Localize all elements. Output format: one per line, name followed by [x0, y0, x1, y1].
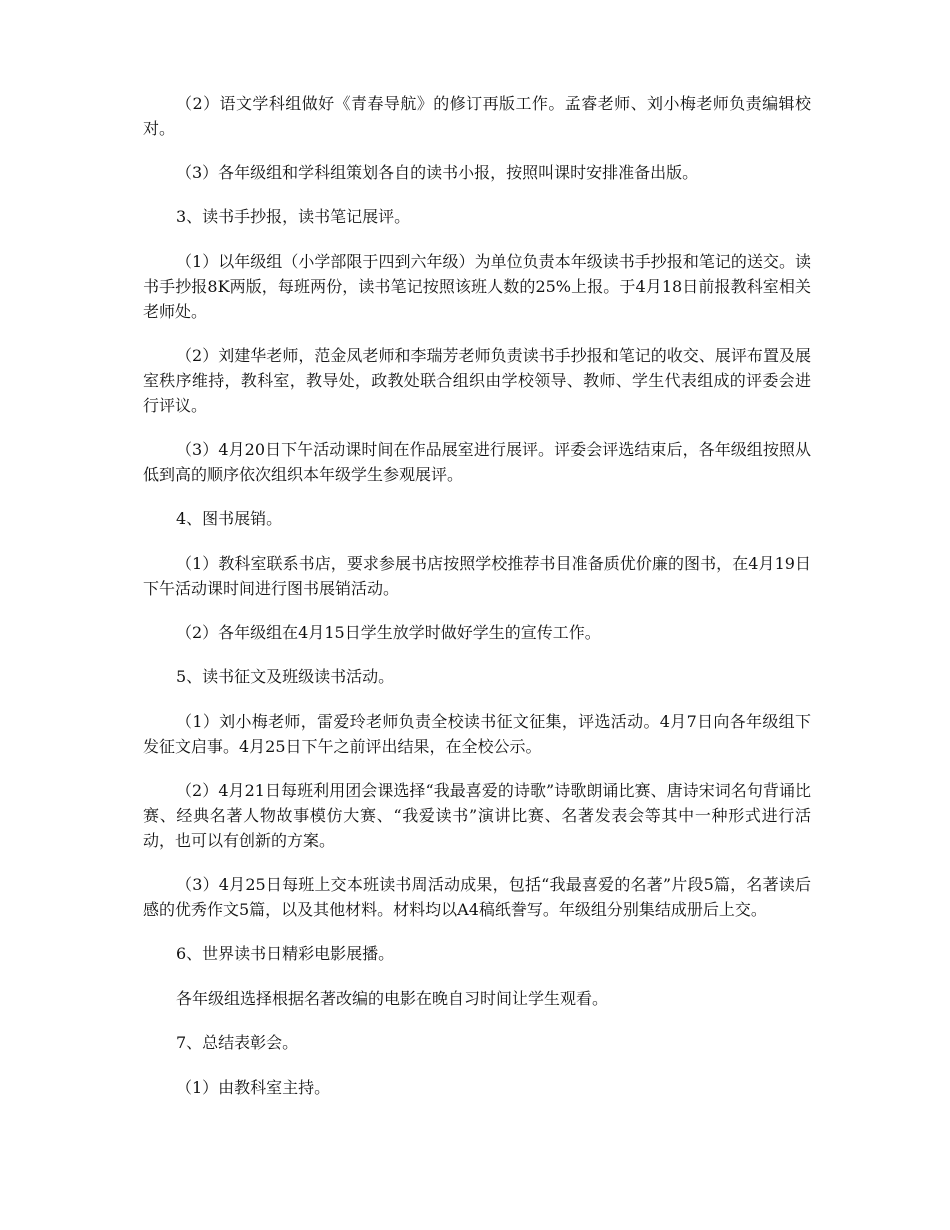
section-heading-5: 5、读书征文及班级读书活动。 [176, 667, 395, 686]
paragraph-17: （1）由教科室主持。 [176, 1078, 331, 1097]
paragraph-1: （2）语文学科组做好《青春导航》的修订再版工作。孟睿老师、刘小梅老师负责编辑校对。 [143, 94, 811, 138]
paragraph-12: （2）4月21日每班利用团会课选择“我最喜爱的诗歌”诗歌朗诵比赛、唐诗宋词名句背诵比赛、经典名著人物故事模仿大赛、“我爱读书”演讲比赛、名著发表会等其中一种形式进行活动，也可以有创新的方案。 [143, 781, 811, 850]
paragraph-5: （2）刘建华老师，范金凤老师和李瑞芳老师负责读书手抄报和笔记的收交、展评布置及展室秩序维持，教科室，教导处，政教处联合组织由学校领导、教师、学生代表组成的评委会进行评议。 [143, 346, 811, 415]
paragraph-13: （3）4月25日每班上交本班读书周活动成果，包括“我最喜爱的名著”片段5篇，名著读后感的优秀作文5篇，以及其他材料。材料均以A4稿纸誊写。年级组分别集结成册后上交。 [143, 875, 811, 919]
paragraph-2: （3）各年级组和学科组策划各自的读书小报，按照叫课时安排准备出版。 [176, 163, 699, 182]
paragraph-11: （1）刘小梅老师，雷爱玲老师负责全校读书征文征集，评选活动。4月7日向各年级组下发征文启事。4月25日下午之前评出结果，在全校公示。 [143, 712, 811, 756]
paragraph-6: （3）4月20日下午活动课时间在作品展室进行展评。评委会评选结束后，各年级组按照从低到高的顺序依次组织本年级学生参观展评。 [143, 440, 811, 484]
section-heading-3: 3、读书手抄报，读书笔记展评。 [176, 207, 411, 226]
paragraph-9: （2）各年级组在4月15日学生放学时做好学生的宣传工作。 [176, 623, 601, 642]
section-heading-7: 7、总结表彰会。 [176, 1033, 299, 1052]
section-heading-6: 6、世界读书日精彩电影展播。 [176, 944, 395, 963]
document-page [143, 91, 811, 1119]
section-heading-4: 4、图书展销。 [176, 509, 283, 528]
paragraph-4: （1）以年级组（小学部限于四到六年级）为单位负责本年级读书手抄报和笔记的送交。读书手抄报8K两版，每班两份，读书笔记按照该班人数的25%上报。于4月18日前报教科室相关老师处。 [143, 252, 811, 321]
paragraph-8: （1）教科室联系书店，要求参展书店按照学校推荐书目准备质优价廉的图书，在4月19日下午活动课时间进行图书展销活动。 [143, 554, 811, 598]
paragraph-15: 各年级组选择根据名著改编的电影在晚自习时间让学生观看。 [176, 989, 609, 1008]
